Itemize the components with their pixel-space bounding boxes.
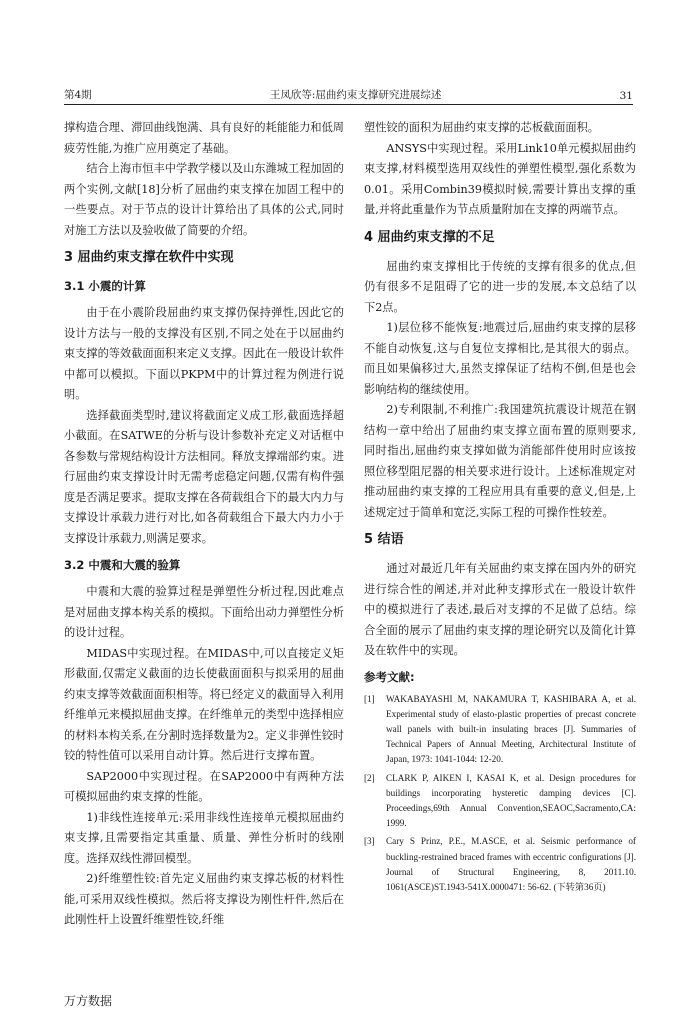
paragraph: MIDAS中实现过程。在MIDAS中,可以直接定义矩形截面,仅需定义截面的边长使截面面积与拟采用的屈曲约束支撑等效截面面积相等。将已经定义的截面导入利用纤维单元来模拟屈曲支撑。在纤维单元的类型中选择相应的材料本构关系,在分割时选择数量为2。定义非弹性铰时铰的特性值可以采用自动计算。然后进行支撑布置。 [64, 646, 344, 762]
paragraph: 2)专利限制,不利推广:我国建筑抗震设计规范在钢结构一章中给出了屈曲约束支撑立面布置的原则要求,同时指出,屈曲约束支撑如做为消能部件使用时应该按照位移型阻尼器的相关要求进行设计。上述标准规定对推动屈曲约束支撑的工程应用具有重要的意义,但是,上述规定过于简单和宽泛,实际工程的可操作性较差。 [364, 403, 636, 519]
paragraph: ANSYS中实现过程。采用Link10单元模拟屈曲约束支撑,材料模型选用双线性的弹塑性模型,强化系数为0.01。采用Combin39模拟时候,需要计算出支撑的重量,并将此重量作为节点质量附加在支撑的两端节点。 [364, 141, 636, 216]
reference-item [364, 834, 636, 895]
reference-number: [3] [364, 836, 375, 847]
reference-text: WAKABAYASHI M, NAKAMURA T, KASHIBARA A, et al. Experimental study of elasto-plastic properties of precast concrete wall panels with built-in insulating braces [J]. Summaries of Technical Papers of Annual Meeting, Architectural Institute of Japan, 1973: 1041-1044: 12-20. [386, 693, 636, 765]
left-column [64, 118, 344, 931]
running-title: 王凤欣等:屈曲约束支撑研究进展综述 [269, 89, 442, 101]
section-heading-4: 4 屈曲约束支撑的不足 [364, 229, 495, 245]
section-heading-3: 3 屈曲约束支撑在软件中实现 [64, 250, 234, 265]
watermark: 万方数据 [64, 994, 113, 1008]
paragraph: 通过对最近几年有关屈曲约束支撑在国内外的研究进行综合性的阐述,并对此种支撑形式在一般设计软件中的模拟进行了表述,最后对支撑的不足做了总结。综合全面的展示了屈曲约束支撑的理论研究以及简化计算及在软件中的实现。 [364, 562, 636, 657]
reference-text [386, 834, 636, 895]
paragraph: 屈曲约束支撑相比于传统的支撑有很多的优点,但仍有很多不足阻碍了它的进一步的发展,本文总结了以下2点。 [364, 259, 636, 314]
subsection-heading-3-2: 3.2 中震和大震的验算 [64, 558, 181, 572]
paragraph: 中震和大震的验算过程是弹塑性分析过程,因此难点是对屈曲支撑本构关系的模拟。下面给出动力弹塑性分析的设计过程。 [64, 585, 344, 639]
subsection-heading-3-1: 3.1 小震的计算 [64, 279, 146, 293]
reference-item [364, 692, 636, 768]
references-heading: 参考文献: [364, 669, 415, 684]
reference-number: [2] [364, 772, 375, 783]
header-rule [64, 104, 633, 105]
right-column [364, 118, 636, 898]
reference-text: CLARK P, AIKEN I, KASAI K, et al. Design procedures for buildings incorporating hysteretic damping devices [C]. Proceedings,69th Annual Convention,SEAOC,Sacramento,CA: 1999. [386, 772, 636, 829]
paragraph: 1)层位移不能恢复:地震过后,屈曲约束支撑的层移不能自动恢复,这与自复位支撑相比,是其很大的弱点。而且如果偏移过大,虽然支撑保证了结构不倒,但是也会影响结构的继续使用。 [364, 321, 636, 396]
paragraph: 撑构造合理、滞回曲线饱满、具有良好的耗能能力和低周疲劳性能,为推广应用奠定了基础。 [64, 121, 344, 155]
page-number: 31 [619, 90, 633, 102]
running-header [64, 84, 633, 102]
paragraph: 1)非线性连接单元:采用非线性连接单元模拟屈曲约束支撑,且需要指定其重量、质量、弹性分析时的线刚度。选择双线性滞回模型。 [64, 810, 344, 865]
section-heading-5: 5 结语 [364, 532, 404, 547]
paragraph: 2)纤维塑性铰:首先定义屈曲约束支撑芯板的材料性能,可采用双线性模拟。然后将支撑设为刚性杆件,然后在此刚性杆上设置纤维塑性铰,纤维 [64, 872, 344, 926]
paragraph: 塑性铰的面积为屈曲约束支撑的芯板截面面积。 [364, 121, 599, 134]
reference-body: Cary S Prinz, P.E., M.ASCE, et al. Seismic performance of buckling-restrained braced frames with eccentric configurations [J]. Journal of Structural Engineering, 8, 2011.10. 1061(ASCE)ST.1943-541X.0000471: 56-62. [386, 836, 636, 892]
paragraph: 选择截面类型时,建议将截面定义成工形,截面选择超小截面。在SATWE的分析与设计参数补充定义对话框中各参数与常规结构设计方法相同。释放支撑端部约束。进行屈曲约束支撑设计时无需考虑稳定问题,仅需有构件强度是否满足要求。提取支撑在各荷载组合下的最大内力与支撑设计承载力进行对比,如各荷载组合下最大内力小于支撑设计承载力,则满足要求。 [64, 408, 344, 545]
reference-number: [1] [364, 693, 375, 704]
continued-note: (下转第36页) [553, 881, 606, 892]
issue-label: 第4期 [64, 89, 92, 101]
paragraph: 结合上海市恒丰中学教学楼以及山东潍城工程加固的两个实例,文献[18]分析了屈曲约束支撑在加固工程中的一些要点。对于节点的设计计算给出了具体的公式,同时对施工方法以及验收做了简要的介绍。 [64, 162, 344, 237]
reference-item [364, 771, 636, 832]
paragraph: 由于在小震阶段屈曲约束支撑仍保持弹性,因此它的设计方法与一般的支撑没有区别,不同之处在于以屈曲约束支撑的等效截面面积来定义支撑。因此在一般设计软件中都可以模拟。下面以PKPM中的计算过程为例进行说明。 [64, 306, 344, 401]
paragraph: SAP2000中实现过程。在SAP2000中有两种方法可模拟屈曲约束支撑的性能。 [64, 769, 344, 803]
